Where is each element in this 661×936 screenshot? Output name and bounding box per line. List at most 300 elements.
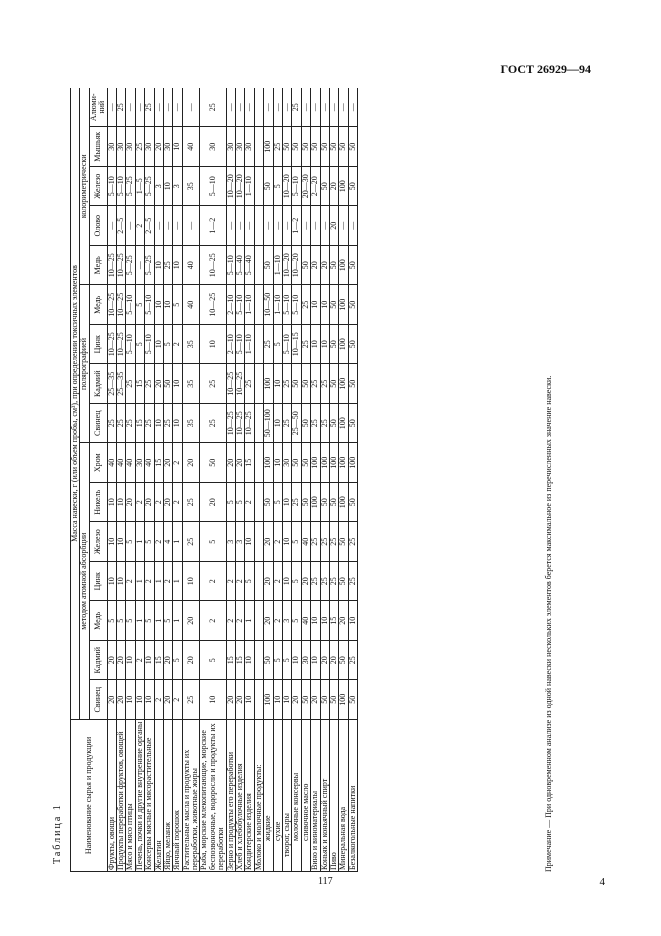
mass-value: 50: [329, 285, 338, 325]
mass-value: —: [236, 206, 245, 246]
product-name: молочные консервы: [292, 720, 301, 872]
mass-value: —: [182, 88, 200, 127]
mass-value: 2: [236, 601, 245, 641]
table-row: [339, 88, 348, 872]
mass-value: —: [282, 88, 291, 127]
mass-value: 5: [107, 601, 116, 641]
mass-value: 15: [135, 404, 144, 444]
mass-value: 5—25: [145, 167, 154, 207]
mass-value: —: [348, 88, 357, 127]
mass-value: 1: [135, 522, 144, 562]
mass-value: 25—50: [292, 404, 301, 444]
mass-value: 5—10: [282, 285, 291, 325]
col-header-col-0: Медь: [89, 246, 107, 286]
mass-value: 1: [173, 522, 182, 562]
mass-value: 30: [200, 127, 226, 167]
mass-value: 5: [145, 601, 154, 641]
mass-value: 30: [116, 127, 125, 167]
mass-value: 10—25: [200, 285, 226, 325]
mass-value: 5—10: [145, 285, 154, 325]
mass-value: 20: [116, 641, 125, 681]
mass-value: 50: [301, 443, 310, 483]
mass-value: 5: [292, 601, 301, 641]
product-name: Растительные масла и продукты их переработки, животные жиры: [182, 720, 200, 872]
mass-value: —: [126, 88, 135, 127]
table-row: [126, 88, 135, 872]
mass-value: 25: [348, 562, 357, 602]
product-name: Печень, почки и другие внутренние органы: [135, 720, 144, 872]
mass-value: 10: [154, 404, 163, 444]
mass-value: —: [107, 206, 116, 246]
product-name: Пиво: [329, 720, 338, 872]
mass-value: 20: [311, 680, 320, 720]
mass-value: 2: [236, 562, 245, 602]
mass-value: 20: [154, 364, 163, 404]
col-header-pol-0: Свинец: [89, 404, 107, 444]
mass-value: 30: [135, 443, 144, 483]
mass-value: 10: [273, 404, 282, 444]
mass-value: 50: [301, 680, 310, 720]
mass-value: 2: [173, 443, 182, 483]
mass-value: 50: [348, 285, 357, 325]
mass-value: —: [154, 88, 163, 127]
mass-value: 25—35: [116, 364, 125, 404]
mass-value: 2: [126, 562, 135, 602]
mass-value: 25: [301, 325, 310, 365]
mass-value: —: [236, 88, 245, 127]
rotated-table-content: [52, 88, 564, 872]
mass-value: 10—25: [107, 246, 116, 286]
mass-value: 20: [163, 483, 172, 523]
mass-value: 10: [126, 680, 135, 720]
mass-value: 2: [135, 206, 144, 246]
mass-value: —: [135, 88, 144, 127]
mass-value: 10: [107, 483, 116, 523]
table-row: [163, 88, 172, 872]
mass-value: —: [163, 206, 172, 246]
mass-value: 25: [245, 364, 254, 404]
mass-value: 10: [107, 522, 116, 562]
mass-value: 5—10: [236, 325, 245, 365]
table-row: [200, 88, 226, 872]
mass-value: 25: [163, 404, 172, 444]
mass-value: 50: [348, 127, 357, 167]
col-header-aas-4: Железо: [89, 522, 107, 562]
mass-value: 50: [339, 641, 348, 681]
mass-value: 10—25: [200, 246, 226, 286]
mass-value: 5—10: [292, 167, 301, 207]
mass-value: 15: [135, 364, 144, 404]
mass-value: 10: [154, 285, 163, 325]
mass-value: 2—10: [226, 325, 235, 365]
product-header: Наименование сырья и продукции: [71, 720, 108, 872]
mass-value: 25: [292, 483, 301, 523]
mass-value: 25: [182, 522, 200, 562]
mass-value: 5—10: [126, 285, 135, 325]
mass-value: 100: [339, 285, 348, 325]
mass-value: 25: [200, 364, 226, 404]
col-header-aas-0: Свинец: [89, 680, 107, 720]
mass-value: 25: [116, 88, 125, 127]
table-row: [236, 88, 245, 872]
mass-value: 20: [301, 562, 310, 602]
mass-value: 25: [348, 522, 357, 562]
mass-value: 100: [339, 167, 348, 207]
table-note: Примечание — При одновременном анализе из одной навески нескольких элементов берется максимальное из перечисленных значение навески.: [544, 375, 553, 872]
mass-value: 1—10: [273, 246, 282, 286]
product-name: жидкие: [264, 720, 273, 872]
table-row: [182, 88, 200, 872]
col-header-col-1: Олово: [89, 206, 107, 246]
mass-value: 25: [348, 641, 357, 681]
mass-value: 50: [348, 680, 357, 720]
mass-value: 10: [116, 562, 125, 602]
mass-value: 2: [154, 483, 163, 523]
mass-value: 10—20: [226, 167, 235, 207]
mass-value: 50: [264, 167, 273, 207]
mass-value: 10—20: [236, 167, 245, 207]
mass-value: 5: [292, 522, 301, 562]
mass-header: Масса навески, г (или объем пробы, см³), при определении токсичных элементов: [71, 88, 80, 720]
mass-value: 40: [182, 285, 200, 325]
mass-value: 10—25: [116, 285, 125, 325]
mass-value: 5: [116, 601, 125, 641]
mass-value: —: [301, 206, 310, 246]
mass-value: 1—10: [245, 167, 254, 207]
mass-value: 2: [163, 562, 172, 602]
mass-value: —: [135, 246, 144, 286]
aas-header: методом атомной абсорбции: [80, 443, 89, 720]
mass-value: 50: [329, 364, 338, 404]
table-caption: Таблица 1: [52, 803, 63, 864]
mass-value: 5—10: [116, 167, 125, 207]
mass-value: 20: [182, 443, 200, 483]
mass-value: 15: [245, 443, 254, 483]
mass-value: 25: [329, 562, 338, 602]
mass-value: 25: [273, 127, 282, 167]
mass-value: 10: [320, 285, 329, 325]
mass-value: 10: [145, 641, 154, 681]
mass-value: 5—40: [245, 246, 254, 286]
mass-value: 2: [200, 601, 226, 641]
mass-value: 100: [339, 325, 348, 365]
mass-value: 50: [264, 641, 273, 681]
mass-value: 2: [273, 601, 282, 641]
mass-value: 10: [154, 325, 163, 365]
mass-value: 5: [173, 641, 182, 681]
mass-value: —: [226, 206, 235, 246]
mass-value: 50—100: [264, 404, 273, 444]
mass-value: 15: [154, 641, 163, 681]
mass-value: 35: [182, 364, 200, 404]
mass-value: 50: [163, 364, 172, 404]
mass-value: 25: [320, 404, 329, 444]
mass-value: 50: [292, 443, 301, 483]
mass-value: 50: [292, 364, 301, 404]
mass-value: 1: [173, 562, 182, 602]
mass-value: 10: [320, 325, 329, 365]
mass-value: 100: [311, 443, 320, 483]
mass-value: 40: [116, 443, 125, 483]
mass-value: 2: [245, 483, 254, 523]
mass-value: 5: [292, 562, 301, 602]
mass-value: 5—10: [236, 285, 245, 325]
mass-value: 100: [329, 443, 338, 483]
mass-value: —: [273, 88, 282, 127]
mass-value: 20: [292, 680, 301, 720]
mass-value: 40: [126, 443, 135, 483]
mass-value: 50: [339, 562, 348, 602]
mass-value: 25: [107, 404, 116, 444]
mass-value: 25: [311, 562, 320, 602]
col-header-col-4: Алюми-ний: [89, 88, 107, 127]
table-row: [264, 88, 273, 872]
mass-value: 50: [320, 483, 329, 523]
mass-value: 35: [182, 325, 200, 365]
mass-value: 40: [182, 127, 200, 167]
table-row: [311, 88, 320, 872]
mass-value: 10: [282, 680, 291, 720]
mass-value: —: [348, 206, 357, 246]
mass-value: 5: [163, 601, 172, 641]
mass-value: —: [301, 88, 310, 127]
mass-value: 10—25: [236, 404, 245, 444]
mass-value: —: [226, 88, 235, 127]
table-row: [226, 88, 235, 872]
mass-value: 10: [282, 522, 291, 562]
mass-value: 25: [200, 88, 226, 127]
mass-value: 2: [200, 562, 226, 602]
mass-value: 100: [339, 364, 348, 404]
mass-value: 5: [135, 325, 144, 365]
mass-value: 10: [116, 522, 125, 562]
mass-value: 40: [145, 443, 154, 483]
page-number-right: 4: [599, 876, 605, 888]
table-row: [320, 88, 329, 872]
mass-value: 25: [320, 562, 329, 602]
mass-value: 20: [339, 601, 348, 641]
table-row: [301, 88, 310, 872]
polaro-header: полярографией: [80, 285, 89, 443]
mass-value: 20: [320, 246, 329, 286]
mass-value: 25: [311, 522, 320, 562]
mass-value: 5: [173, 285, 182, 325]
mass-value: 30: [126, 127, 135, 167]
product-name: сливочное масло: [301, 720, 310, 872]
mass-value: —: [173, 206, 182, 246]
mass-value: 10: [282, 562, 291, 602]
mass-value: 20: [329, 167, 338, 207]
mass-value: 30: [245, 127, 254, 167]
document-code: ГОСТ 26929—94: [500, 62, 591, 76]
mass-value: 2: [173, 680, 182, 720]
colori-header: колориметрически: [80, 88, 89, 285]
mass-value: 10: [145, 680, 154, 720]
mass-value: —: [245, 206, 254, 246]
mass-value: 20: [107, 680, 116, 720]
table-row: [282, 88, 291, 872]
mass-value: 100: [348, 443, 357, 483]
page-number-center: 117: [318, 876, 333, 887]
mass-value: 5—10: [145, 325, 154, 365]
mass-value: 50: [301, 127, 310, 167]
mass-value: 25: [135, 127, 144, 167]
mass-value: 100: [339, 443, 348, 483]
mass-value: 1—5: [135, 167, 144, 207]
mass-value: —: [339, 88, 348, 127]
mass-value: 50: [282, 127, 291, 167]
mass-value: 10: [154, 246, 163, 286]
mass-value: 5: [200, 522, 226, 562]
mass-value: 5—10: [107, 167, 116, 207]
table-row: [116, 88, 125, 872]
mass-value: 20: [182, 641, 200, 681]
mass-value: —: [107, 88, 116, 127]
mass-value: 10: [182, 562, 200, 602]
mass-value: 25: [282, 404, 291, 444]
mass-value: —: [182, 206, 200, 246]
mass-value: 40: [107, 443, 116, 483]
mass-value: 5—10: [292, 285, 301, 325]
table-row: [245, 88, 254, 872]
col-header-aas-3: Цинк: [89, 562, 107, 602]
mass-value: 10—20: [282, 246, 291, 286]
mass-value: 30: [145, 127, 154, 167]
mass-value: 40: [301, 522, 310, 562]
mass-value: 10: [173, 127, 182, 167]
mass-value: 10: [200, 680, 226, 720]
table-row: [273, 88, 282, 872]
product-name: Яичный порошок: [173, 720, 182, 872]
product-name: Безалкогольные напитки: [348, 720, 357, 872]
mass-value: 10—25: [116, 246, 125, 286]
mass-value: 2: [154, 680, 163, 720]
mass-value: 1: [245, 601, 254, 641]
mass-value: 2: [226, 562, 235, 602]
mass-value: 10: [245, 641, 254, 681]
mass-value: 35: [182, 404, 200, 444]
mass-value: 15: [154, 443, 163, 483]
mass-value: 25: [264, 325, 273, 365]
mass-value: 10—25: [245, 404, 254, 444]
product-name: Кондитерские изделия: [245, 720, 254, 872]
product-name: Хлеб и хлебобулочные изделия: [236, 720, 245, 872]
mass-value: 50: [301, 404, 310, 444]
mass-value: 10—25: [226, 364, 235, 404]
product-name: Коньяк и коньячный спирт: [320, 720, 329, 872]
mass-value: 5: [273, 483, 282, 523]
mass-value: 5: [282, 641, 291, 681]
mass-value: 25: [301, 285, 310, 325]
mass-value: 10: [282, 483, 291, 523]
mass-value: 50: [348, 246, 357, 286]
mass-value: 10: [126, 641, 135, 681]
col-header-pol-1: Кадмий: [89, 364, 107, 404]
mass-value: 2: [145, 562, 154, 602]
mass-value: 10—25: [116, 325, 125, 365]
mass-value: 20: [264, 522, 273, 562]
mass-value: 1—2: [200, 206, 226, 246]
mass-value: 20: [264, 601, 273, 641]
mass-value: —: [273, 206, 282, 246]
col-header-aas-5: Никель: [89, 483, 107, 523]
mass-value: 2: [154, 522, 163, 562]
mass-value: 10—20: [282, 167, 291, 207]
mass-value: 2: [173, 325, 182, 365]
mass-value: 5: [273, 641, 282, 681]
mass-value: 5: [145, 522, 154, 562]
mass-value: 100: [264, 443, 273, 483]
mass-value: 10: [273, 364, 282, 404]
table-row: [348, 88, 357, 872]
mass-value: 50: [348, 325, 357, 365]
mass-value: 5: [126, 601, 135, 641]
table-row: [292, 88, 301, 872]
mass-value: 5—25: [126, 167, 135, 207]
mass-value: 20: [163, 641, 172, 681]
col-header-pol-3: Медь: [89, 285, 107, 325]
mass-value: 50: [292, 127, 301, 167]
mass-value: 40: [301, 601, 310, 641]
mass-value: 10: [311, 325, 320, 365]
col-header-aas-6: Хром: [89, 443, 107, 483]
mass-value: 50: [348, 404, 357, 444]
mass-value: 1—10: [245, 325, 254, 365]
mass-value: 10: [311, 601, 320, 641]
mass-value: —: [163, 88, 172, 127]
rotated-table-area: [52, 88, 564, 872]
mass-value: 100: [339, 404, 348, 444]
mass-value: 50: [329, 325, 338, 365]
mass-value: 25—35: [107, 364, 116, 404]
mass-value: 50: [329, 246, 338, 286]
mass-value: 20: [200, 483, 226, 523]
table-row: [154, 88, 163, 872]
mass-value: 50: [264, 246, 273, 286]
mass-value: 20: [329, 641, 338, 681]
mass-value: —: [320, 206, 329, 246]
mass-value: 25: [311, 404, 320, 444]
table-row: [254, 88, 263, 872]
mass-value: 20: [163, 680, 172, 720]
mass-value: 20: [320, 641, 329, 681]
product-name: Фрукты, овощи: [107, 720, 116, 872]
mass-value: 5—40: [236, 246, 245, 286]
mass-value: 20: [182, 601, 200, 641]
mass-value: 25: [163, 246, 172, 286]
mass-value: —: [126, 206, 135, 246]
mass-value: 20—30: [301, 167, 310, 207]
mass-value: —: [173, 88, 182, 127]
mass-value: 10: [273, 680, 282, 720]
mass-value: 5: [236, 483, 245, 523]
mass-value: 25: [126, 404, 135, 444]
mass-value: 20: [329, 206, 338, 246]
mass-value: 10: [200, 325, 226, 365]
mass-value: 20: [311, 246, 320, 286]
mass-value: 25: [126, 364, 135, 404]
mass-value: 10: [292, 641, 301, 681]
mass-value: 5: [126, 522, 135, 562]
product-name: Зерно и продукты его переработки: [226, 720, 235, 872]
mass-value: 2—5: [116, 206, 125, 246]
product-name: Вино и виноматериалы: [311, 720, 320, 872]
mass-value: —: [282, 206, 291, 246]
mass-value: 50: [200, 443, 226, 483]
mass-value: 25: [292, 88, 301, 127]
product-name: Яйцо, меланж: [163, 720, 172, 872]
mass-value: 25: [145, 404, 154, 444]
